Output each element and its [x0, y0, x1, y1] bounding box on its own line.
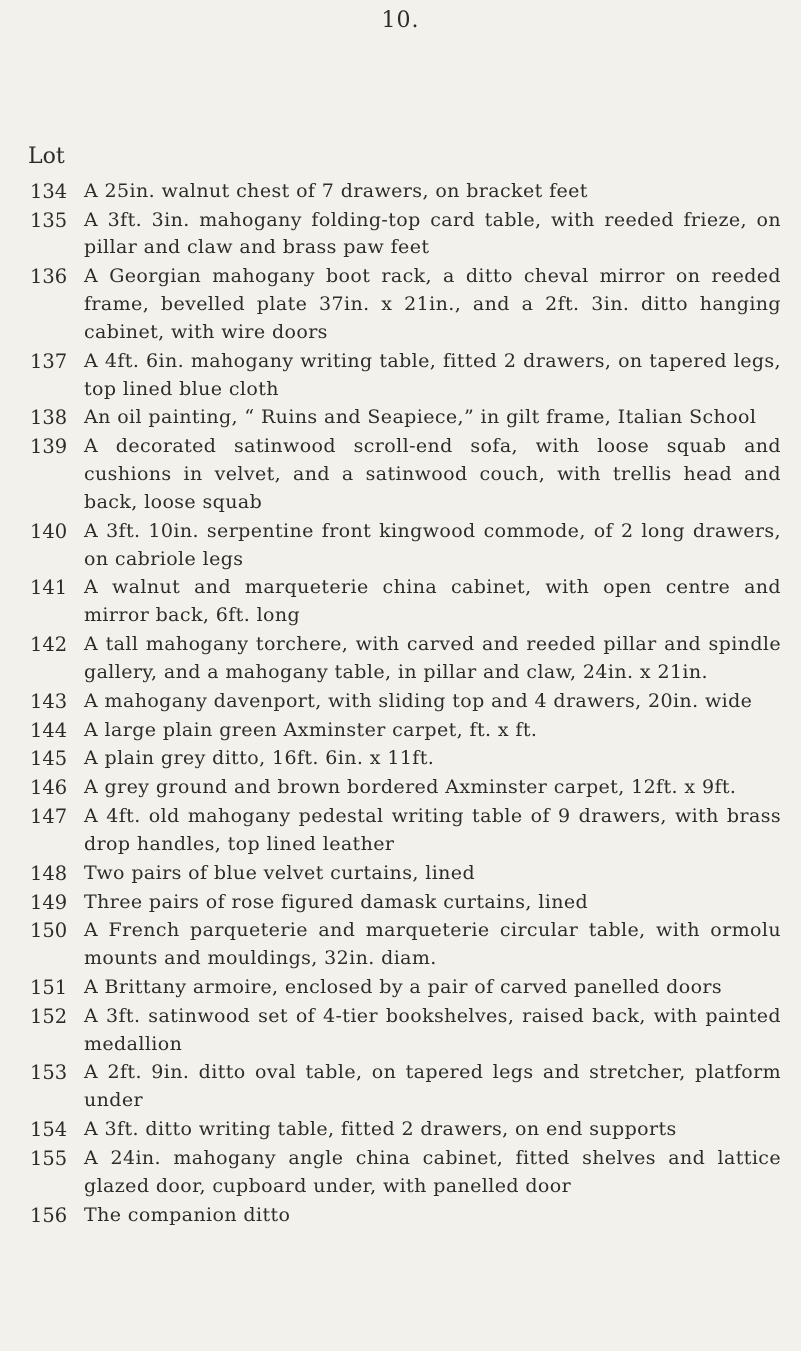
lot-number: 145 [30, 747, 68, 771]
lot-number: 150 [30, 919, 68, 943]
lot-description: An oil painting, “ Ruins and Seapiece,” in gilt frame, Italian School [84, 406, 757, 429]
lot-description: A Brittany armoire, enclosed by a pair of carved panelled doors [84, 976, 723, 998]
lot-number: 144 [30, 718, 68, 742]
lot-number: 151 [30, 976, 68, 999]
lot-description: Two pairs of blue velvet curtains, lined [84, 861, 476, 884]
lot-number: 134 [30, 179, 68, 203]
lot-number: 135 [30, 208, 68, 232]
lot-number: 140 [30, 519, 68, 543]
page-number: 10. [381, 8, 420, 33]
lot-number: 139 [30, 435, 68, 459]
lot-number: 152 [30, 1004, 68, 1028]
lot-description: A 25in. walnut chest of 7 drawers, on bracket feet [84, 179, 588, 202]
lot-description: A mahogany davenport, with sliding top and 4 drawers, 20in. wide [84, 689, 753, 712]
lot-description: A 2ft. 9in. ditto oval table, on tapered legs and stretcher, platform under [84, 1061, 781, 1112]
lot-description: A grey ground and brown bordered Axminster carpet, 12ft. x 9ft. [84, 776, 737, 799]
lot-number: 136 [30, 265, 68, 289]
lot-number: 155 [30, 1146, 68, 1170]
lot-description: A 3ft. ditto writing table, fitted 2 drawers, on end supports [84, 1118, 677, 1141]
lot-description: A tall mahogany torchere, with carved and reeded pillar and spindle gallery, and a mahogany table, in pillar and claw, 24in. x 21in. [84, 633, 781, 683]
lot-description: A 24in. mahogany angle china cabinet, fitted shelves and lattice glazed door, cupboard under, with panelled door [84, 1146, 781, 1197]
lot-description: A walnut and marqueterie china cabinet, with open centre and mirror back, 6ft. long [84, 576, 781, 627]
lot-description: A French parqueterie and marqueterie circular table, with ormolu mounts and mouldings, 32in. diam. [84, 919, 781, 970]
lot-description: The companion ditto [84, 1203, 291, 1226]
lot-number: 148 [30, 861, 68, 885]
lot-description: A 4ft. 6in. mahogany writing table, fitted 2 drawers, on tapered legs, top lined blue cloth [84, 349, 781, 400]
lot-number: 153 [30, 1061, 68, 1085]
lot-column-heading: Lot [28, 144, 65, 169]
lot-number: 143 [30, 689, 68, 713]
lot-description: A Georgian mahogany boot rack, a ditto cheval mirror on reeded frame, bevelled plate 37in. x 21in., and a 2ft. 3in. ditto hanging cabinet, with wire doors [84, 265, 781, 343]
lot-description: A 3ft. satinwood set of 4-tier bookshelves, raised back, with painted medallion [84, 1004, 781, 1055]
lot-description: A 3ft. 3in. mahogany folding-top card table, with reeded frieze, on pillar and claw and brass paw feet [84, 208, 781, 259]
lot-description: A plain grey ditto, 16ft. 6in. x 11ft. [84, 747, 435, 770]
lot-number: 149 [30, 890, 68, 914]
lot-description: A 4ft. old mahogany pedestal writing table of 9 drawers, with brass drop handles, top lined leather [84, 805, 781, 855]
lot-description: A 3ft. 10in. serpentine front kingwood commode, of 2 long drawers, on cabriole legs [84, 519, 781, 570]
lot-description: Three pairs of rose figured damask curtains, lined [84, 890, 589, 913]
lot-description: A decorated satinwood scroll-end sofa, with loose squab and cushions in velvet, and a satinwood couch, with trellis head and back, loose squab [84, 435, 781, 513]
lot-description: A large plain green Axminster carpet, ft. x ft. [84, 718, 538, 741]
lot-number: 141 [30, 576, 68, 600]
lot-number: 154 [30, 1118, 68, 1142]
lot-number: 146 [30, 776, 68, 800]
lot-number: 147 [30, 805, 68, 829]
lot-number: 142 [30, 633, 68, 657]
lot-number: 137 [30, 349, 68, 373]
lot-number: 138 [30, 406, 68, 430]
lot-number: 156 [30, 1203, 68, 1227]
